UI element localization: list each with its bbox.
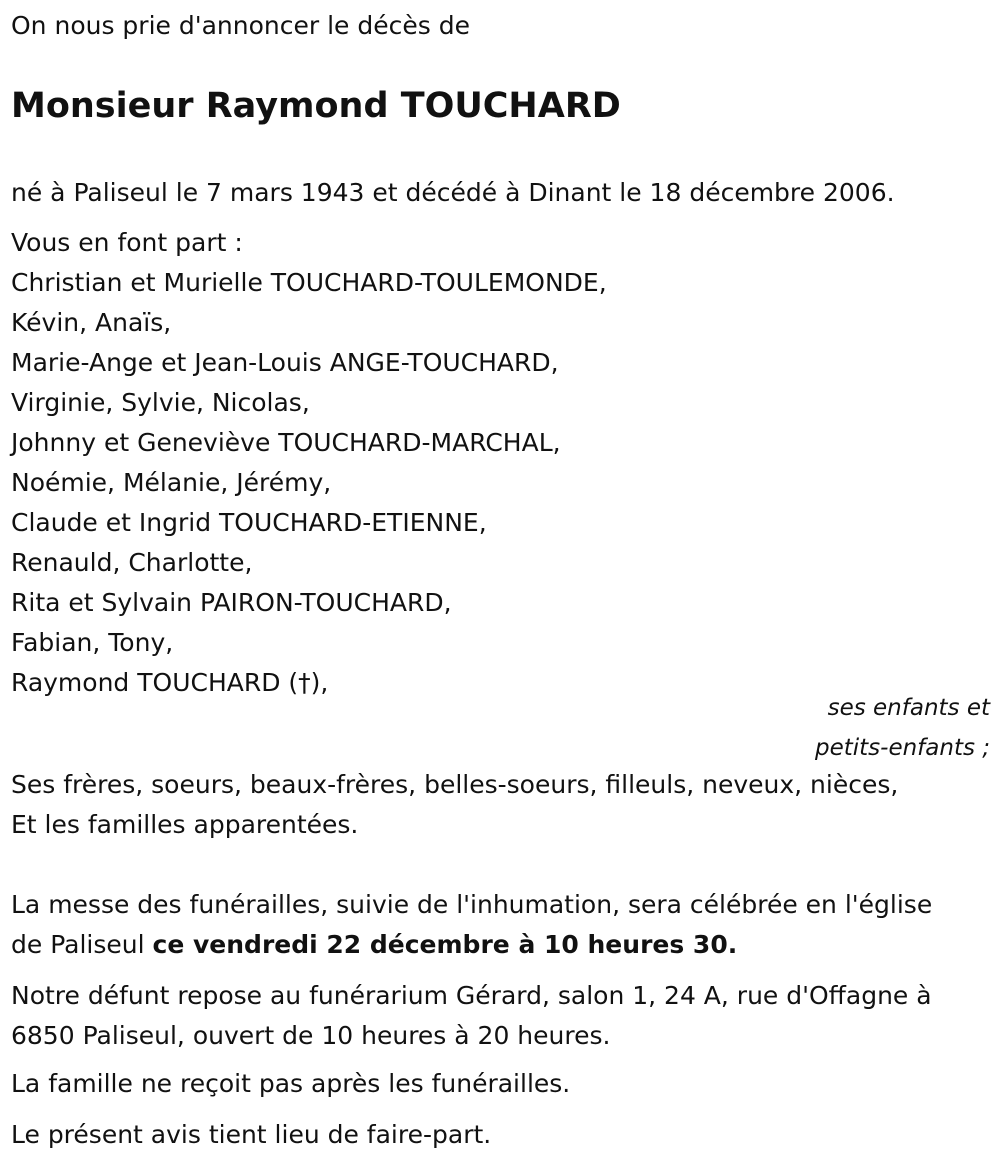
family-line: Noémie, Mélanie, Jérémy, [11, 468, 332, 497]
mass-line-1: La messe des funérailles, suivie de l'inhumation, sera célébrée en l'église [11, 890, 933, 919]
wake-line-2: 6850 Paliseul, ouvert de 10 heures à 20 heures. [11, 1021, 611, 1050]
mass-line-2 [11, 925, 932, 965]
relation-line-1: ses enfants et [827, 695, 990, 721]
family-line: Renauld, Charlotte, [11, 548, 253, 577]
wake-line-1: Notre défunt repose au funérarium Gérard, salon 1, 24 A, rue d'Offagne à [11, 981, 932, 1010]
relatives-line: Ses frères, soeurs, beaux-frères, belles-soeurs, filleuls, neveux, nièces, [11, 770, 899, 799]
relation-line-2: petits-enfants ; [814, 735, 990, 761]
relation-note [815, 688, 990, 768]
family-line: Christian et Murielle TOUCHARD-TOULEMONDE, [11, 268, 607, 297]
no-reception-text: La famille ne reçoit pas après les funérailles. [11, 1069, 571, 1098]
deceased-name: Monsieur Raymond TOUCHARD [11, 86, 621, 126]
family-line: Kévin, Anaïs, [11, 308, 172, 337]
family-line: Johnny et Geneviève TOUCHARD-MARCHAL, [11, 428, 561, 457]
wake-block [11, 976, 932, 1056]
announcement-heading: Vous en font part : [11, 228, 243, 257]
mass-block [11, 885, 932, 965]
family-line: Rita et Sylvain PAIRON-TOUCHARD, [11, 588, 452, 617]
family-line: Fabian, Tony, [11, 628, 174, 657]
family-line: Claude et Ingrid TOUCHARD-ETIENNE, [11, 508, 487, 537]
family-line: Virginie, Sylvie, Nicolas, [11, 388, 310, 417]
mass-date-time: ce vendredi 22 décembre à 10 heures 30. [152, 930, 738, 959]
relatives-line: Et les familles apparentées. [11, 810, 359, 839]
intro-text: On nous prie d'annoncer le décès de [11, 11, 470, 40]
family-list [11, 223, 607, 703]
notice-text: Le présent avis tient lieu de faire-part. [11, 1120, 492, 1149]
birth-death-text: né à Paliseul le 7 mars 1943 et décédé à Dinant le 18 décembre 2006. [11, 178, 895, 207]
relatives-block [11, 765, 898, 845]
family-line: Marie-Ange et Jean-Louis ANGE-TOUCHARD, [11, 348, 559, 377]
family-line: Raymond TOUCHARD (†), [11, 668, 329, 697]
mass-location: de Paliseul [11, 930, 153, 959]
